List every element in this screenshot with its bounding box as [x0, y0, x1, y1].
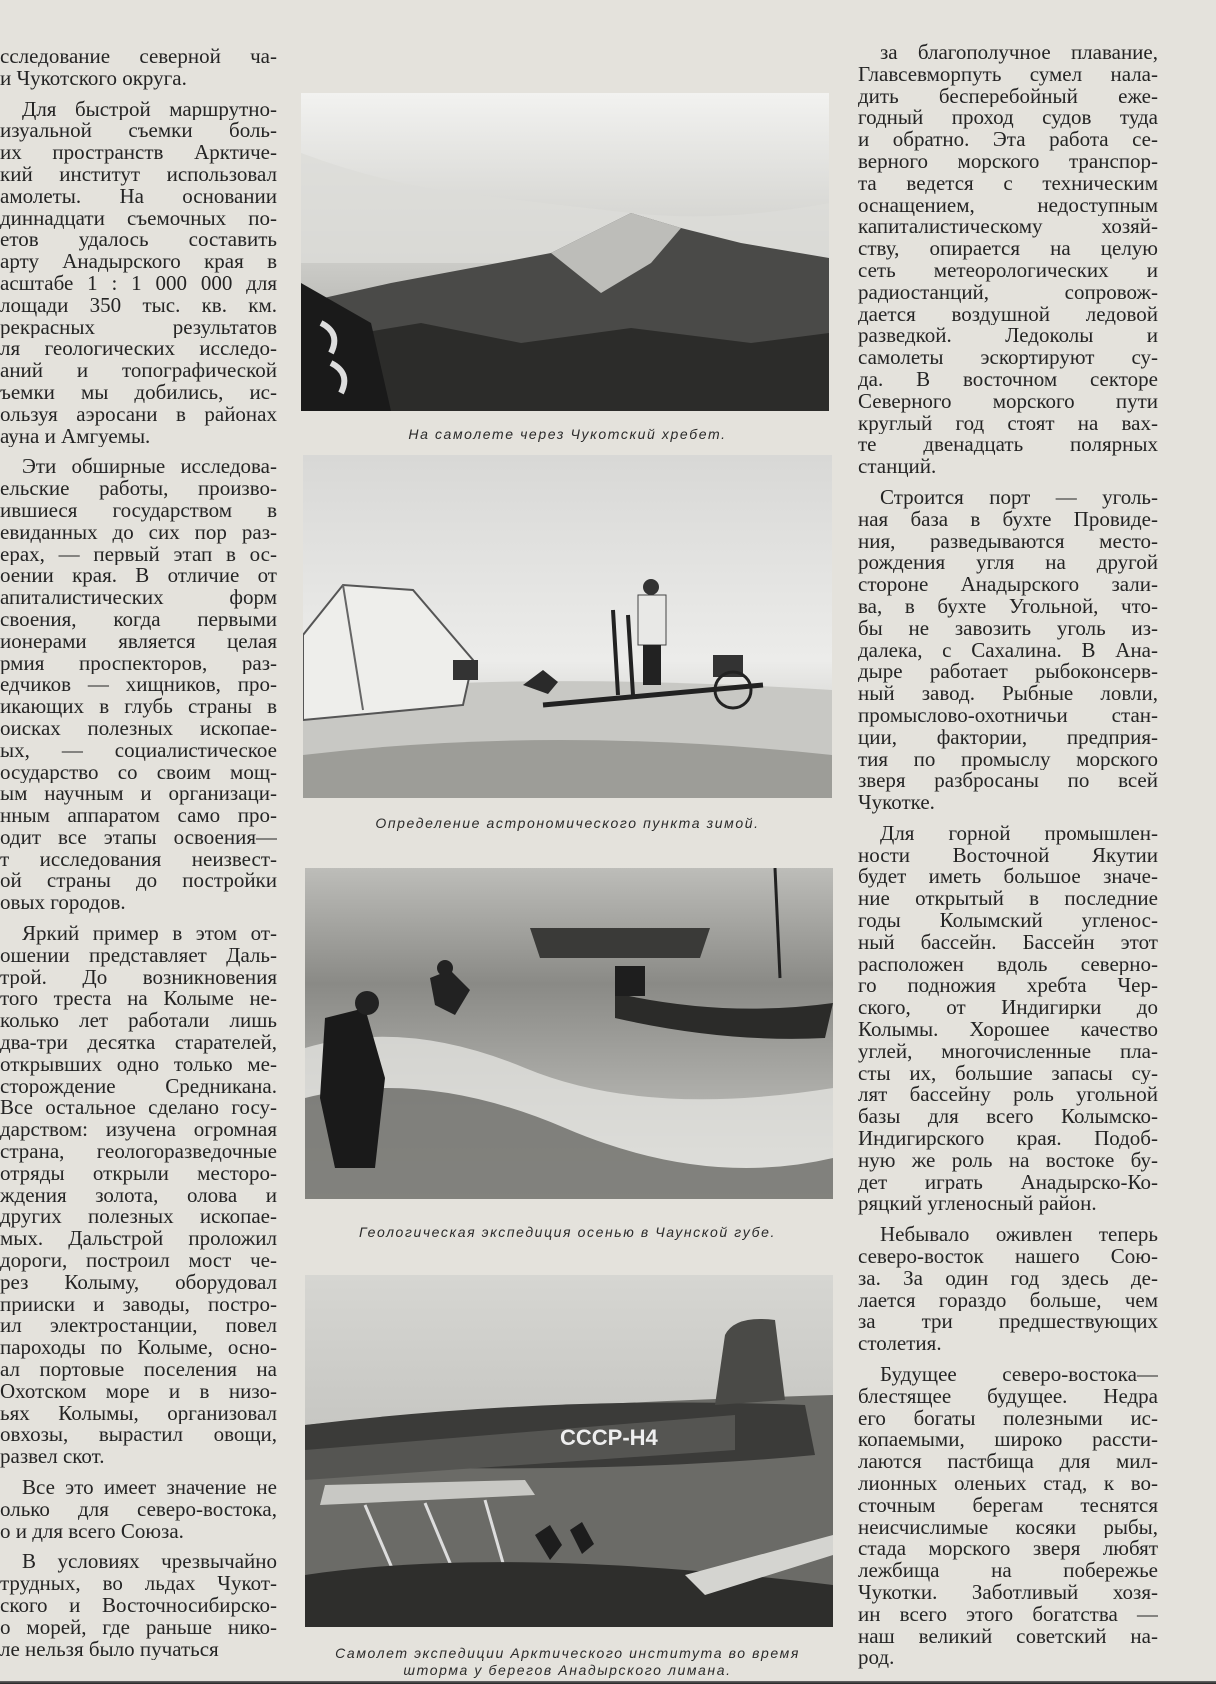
text-line: оении края. В отличие от — [0, 565, 277, 588]
text-line: страна, геологоразведочные — [0, 1141, 277, 1163]
text-line: сторождение Средникана. — [0, 1075, 277, 1098]
text-line: ный завод. Рыбные ловли, — [858, 683, 1158, 705]
text-line: круглый год стоят на вах- — [858, 412, 1158, 435]
text-line: ряцкий угленосный район. — [858, 1193, 1097, 1216]
text-line: ерах, — первый этап в ос- — [0, 543, 277, 566]
text-line: Будущее северо-востока— — [880, 1364, 1158, 1386]
text-line: копаемыми, широко рассти- — [858, 1429, 1158, 1452]
text-line: разведкой. Ледоколы и — [858, 325, 1158, 348]
text-line: апиталистических форм — [0, 587, 277, 609]
text-line: мых. Дальстрой проложил — [0, 1228, 277, 1251]
text-line: рез Колыму, оборудовал — [0, 1271, 277, 1294]
text-line: за. За один год здесь де- — [858, 1267, 1158, 1290]
text-line: радиостанций, сопровож- — [858, 281, 1158, 304]
text-line: ждения золота, олова и — [0, 1184, 277, 1207]
text-line: сты их, большие запасы су- — [858, 1062, 1158, 1085]
text-line: углей, многочисленные пла- — [858, 1040, 1158, 1063]
text-line: овхозы, вырастил овощи, — [0, 1424, 277, 1447]
text-line: ауна и Амгуемы. — [0, 425, 151, 448]
text-line: асштабе 1 : 1 000 000 для — [0, 272, 277, 295]
text-line: ал портовые поселения на — [0, 1359, 277, 1381]
text-line: ельские работы, произво- — [0, 478, 277, 500]
text-line: Чукотке. — [858, 792, 935, 814]
text-line: етов удалось составить — [0, 229, 277, 252]
text-line: о и для всего Союза. — [0, 1520, 184, 1543]
text-line: диннадцати съемочных по- — [0, 207, 277, 230]
text-line: годный проход судов туда — [858, 107, 1158, 130]
text-line: ым научным и организаци- — [0, 783, 277, 806]
text-line: ьях Колымы, организовал — [0, 1402, 277, 1425]
text-line: ъемки мы добились, ис- — [0, 381, 277, 404]
text-line: ля геологических исследо- — [0, 338, 277, 361]
text-line: Небывало оживлен теперь — [880, 1224, 1158, 1247]
text-line: наш великий советский на- — [858, 1625, 1158, 1648]
text-line: дыре работает рыбоконсерв- — [858, 661, 1158, 684]
paragraph — [0, 1477, 277, 1542]
text-line: стороне Анадырского зали- — [858, 574, 1158, 596]
text-line: прииски и заводы, постро- — [0, 1293, 277, 1316]
text-line: их пространств Арктиче- — [0, 142, 277, 164]
text-line: дается воздушной ледовой — [858, 303, 1158, 326]
text-line: Чукотки. Заботливый хозя- — [858, 1581, 1158, 1604]
text-line: его богаты полезными ис- — [858, 1407, 1158, 1430]
text-line: других полезных ископае- — [0, 1206, 277, 1229]
text-line: Колымы. Хорошее качество — [858, 1019, 1158, 1041]
text-line: расположен вдоль северно- — [858, 953, 1158, 976]
text-line: открывших одно только ме- — [0, 1053, 277, 1076]
text-line: Эти обширные исследова- — [22, 456, 277, 479]
text-line: стада морского зверя любят — [858, 1538, 1158, 1561]
plane-registration-label: СССР-Н4 — [560, 1425, 658, 1450]
text-line: Охотском море и в низо- — [0, 1380, 277, 1403]
text-line: лионных оленьих стад, к во- — [858, 1473, 1158, 1495]
text-line: того треста на Колыме не- — [0, 988, 277, 1011]
text-line: лежбища на побережье — [858, 1560, 1158, 1582]
text-line: Все остальное сделано госу- — [0, 1097, 277, 1120]
text-line: рождения угля на другой — [858, 552, 1158, 575]
text-line: ых, — социалистическое — [0, 739, 277, 762]
text-line: нным аппаратом само про- — [0, 805, 277, 827]
text-line: рекрасных результатов — [0, 316, 277, 339]
text-line: аний и топографической — [0, 360, 277, 382]
text-line: зверя разбросаны по всей — [858, 770, 1158, 793]
text-line: за три предшествующих — [858, 1311, 1158, 1334]
photo-geological-expedition — [305, 868, 833, 1199]
text-line: лощади 350 тыс. кв. км. — [0, 294, 277, 317]
text-line: дить бесперебойный еже- — [858, 85, 1158, 108]
text-line: лаются пастбища для мил- — [858, 1451, 1158, 1473]
text-line: оисках полезных ископае- — [0, 717, 277, 740]
text-line: своения, когда первыми — [0, 608, 277, 631]
text-line: Яркий пример в этом от- — [22, 923, 277, 945]
text-line: ная база в бухте Провиде- — [858, 508, 1158, 531]
caption-mountains: На самолете через Чукотский хребет. — [408, 426, 727, 442]
text-line: т исследования неизвест- — [0, 848, 277, 871]
text-line: оснащением, недоступным — [858, 194, 1158, 217]
text-line: ионерами является целая — [0, 630, 277, 653]
text-line: ности Восточной Якутии — [858, 844, 1158, 867]
text-line: лят бассейну роль угольной — [858, 1084, 1158, 1107]
paragraph — [858, 1224, 1158, 1355]
text-line: будет иметь большое значе- — [858, 866, 1158, 889]
text-line: олько для северо-востока, — [0, 1498, 277, 1521]
text-line: промыслово-охотничьи стан- — [858, 704, 1158, 727]
text-line: Для быстрой маршрутно- — [22, 98, 277, 121]
text-line: амолеты. На основании — [0, 185, 277, 208]
text-line: евиданных до сих пор раз- — [0, 521, 277, 544]
text-line: за благополучное плавание, — [880, 42, 1158, 64]
text-line: ского, от Индигирки до — [858, 997, 1158, 1020]
text-line: неисчислимые косяки рыбы, — [858, 1516, 1158, 1539]
text-line: ой страны до постройки — [0, 870, 277, 893]
caption-boat: Геологическая экспедиция осенью в Чаунской губе. — [359, 1224, 776, 1240]
text-line: самолеты эскортируют су- — [858, 347, 1158, 369]
text-line: Северного морского пути — [858, 390, 1158, 413]
caption-plane-line-2: шторма у берегов Анадырского лимана. — [403, 1662, 732, 1678]
text-line: ную же роль на востоке бу- — [858, 1149, 1158, 1172]
text-line: лается гораздо больше, чем — [858, 1289, 1158, 1312]
paragraph — [0, 1551, 277, 1660]
text-line: развел скот. — [0, 1446, 105, 1468]
text-line: та ведется с техническим — [858, 172, 1158, 195]
text-line: сточным берегам теснятся — [858, 1494, 1158, 1517]
text-line: Для горной промышлен- — [880, 822, 1158, 845]
paragraph — [858, 42, 1158, 478]
text-line: ского и Восточносибирско- — [0, 1594, 277, 1617]
text-line: пароходы по Колыме, осно- — [0, 1337, 277, 1360]
text-line: ния, разведываются место- — [858, 530, 1158, 553]
text-line: Строится порт — уголь- — [880, 486, 1158, 509]
text-line: бы не завозить уголь из- — [858, 617, 1158, 640]
text-line: ин всего этого богатства — — [858, 1603, 1158, 1626]
text-line: дет играть Анадырско-Ко- — [858, 1171, 1158, 1194]
text-line: и обратно. Эта работа се- — [858, 129, 1158, 151]
text-line: да. В восточном секторе — [858, 368, 1158, 391]
paragraph — [0, 923, 277, 1468]
text-line: ный бассейн. Бассейн этот — [858, 931, 1158, 954]
text-line: отряды открыли месторо- — [0, 1162, 277, 1185]
text-line: ле нельзя было пучаться — [0, 1638, 219, 1661]
paragraph — [858, 487, 1158, 814]
text-line: сследование северной ча- — [0, 46, 277, 68]
text-line: столетия. — [858, 1333, 942, 1356]
photo-astronomical-point — [303, 455, 832, 798]
caption-plane-line-1: Самолет экспедиции Арктического института во время — [335, 1645, 800, 1661]
paragraph — [858, 1364, 1158, 1669]
text-line: род. — [858, 1647, 895, 1670]
text-line: дороги, построил мост че- — [0, 1250, 277, 1272]
text-line: го подножия хребта Чер- — [858, 975, 1158, 998]
text-line: В условиях чрезвычайно — [22, 1551, 277, 1574]
text-line: тия по промыслу морского — [858, 748, 1158, 771]
text-line: ользуя аэросани в районах — [0, 403, 277, 426]
text-line: далека, с Сахалина. В Ана- — [858, 639, 1158, 662]
text-line: овых городов. — [0, 892, 126, 915]
photo-chukotka-range — [301, 93, 829, 411]
text-line: едчиков — хищников, про- — [0, 674, 277, 697]
text-line: одит все этапы освоения— — [0, 826, 277, 849]
caption-tent: Определение астрономического пункта зимой. — [375, 815, 760, 831]
text-line: ние открытый в последние — [858, 888, 1158, 911]
text-line: Главсевморпуть сумел нала- — [858, 63, 1158, 86]
text-line: и Чукотского округа. — [0, 67, 187, 90]
right-text-column — [858, 42, 1158, 1669]
text-line: трой. До возникновения — [0, 966, 277, 989]
text-line: Все это имеет значение не — [22, 1477, 277, 1499]
paragraph — [0, 99, 277, 448]
text-line: станций. — [858, 456, 937, 478]
photo-expedition-plane — [305, 1275, 833, 1627]
text-line: ошении представляет Даль- — [0, 944, 277, 967]
text-line: базы для всего Колымско- — [858, 1106, 1158, 1129]
text-line: годы Колымский угленос- — [858, 910, 1158, 932]
text-line: колько лет работали лишь — [0, 1010, 277, 1033]
text-line: верного морского транспор- — [858, 150, 1158, 173]
text-line: осударство со своим мощ- — [0, 761, 277, 784]
text-line: ции, фактории, предприя- — [858, 726, 1158, 749]
text-line: блестящее будущее. Недра — [858, 1385, 1158, 1408]
text-line: изуальной съемки боль- — [0, 120, 277, 143]
text-line: ившиеся государством в — [0, 499, 277, 522]
text-line: те двенадцать полярных — [858, 434, 1158, 457]
text-line: два-три десятка старателей, — [0, 1032, 277, 1054]
text-line: ству, опирается на целую — [858, 238, 1158, 260]
text-line: северо-восток нашего Сою- — [858, 1246, 1158, 1268]
text-line: сеть метеорологических и — [858, 259, 1158, 282]
text-line: арту Анадырского края в — [0, 251, 277, 273]
paragraph — [858, 823, 1158, 1215]
text-line: трудных, во льдах Чукот- — [0, 1573, 277, 1595]
text-line: кий институт использовал — [0, 163, 277, 186]
text-line: Индигирского края. Подоб- — [858, 1128, 1158, 1150]
text-line: дарством: изучена огромная — [0, 1119, 277, 1142]
text-line: рмия проспекторов, раз- — [0, 652, 277, 675]
text-line: капиталистическому хозяй- — [858, 216, 1158, 239]
paragraph — [0, 456, 277, 914]
paragraph — [0, 46, 277, 90]
text-line: ил электростанции, повел — [0, 1315, 277, 1338]
text-line: икающих в глубь страны в — [0, 696, 277, 718]
left-text-column — [0, 46, 277, 1660]
text-line: ва, в бухте Угольной, что- — [858, 595, 1158, 618]
text-line: о морей, где раньше нико- — [0, 1616, 277, 1639]
